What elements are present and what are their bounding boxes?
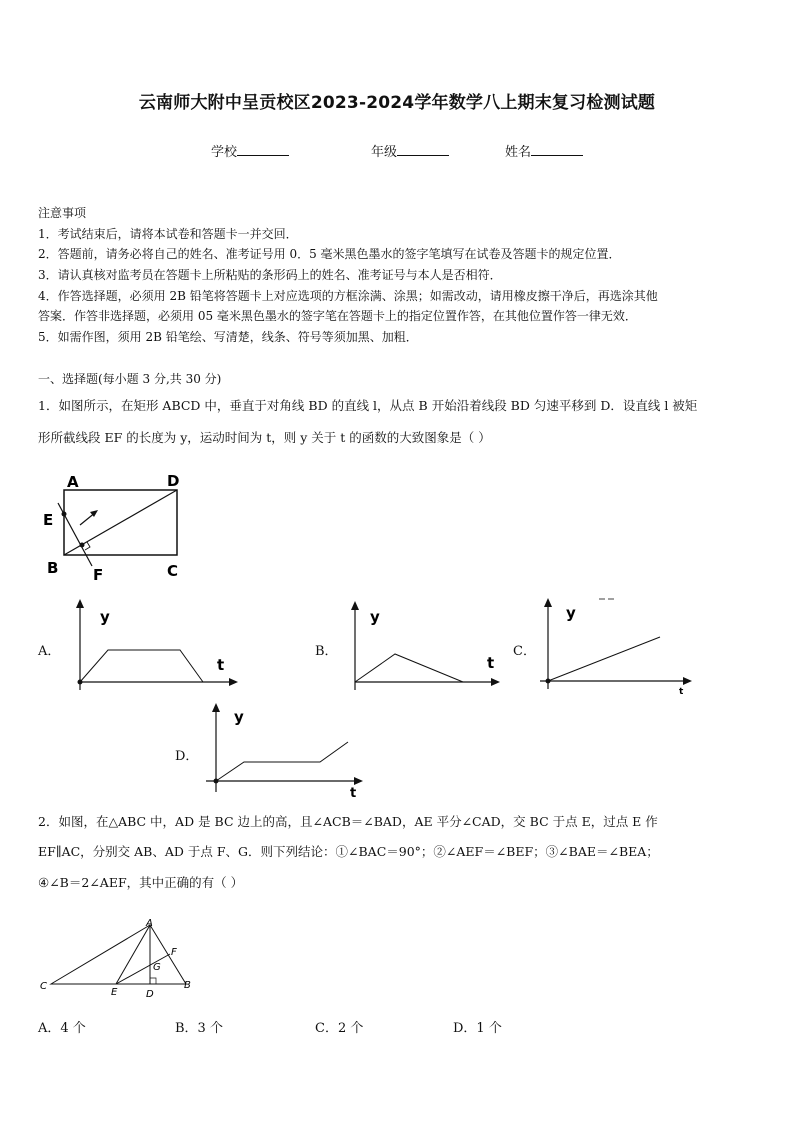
- school-field: [211, 141, 289, 160]
- figure-label-B: B: [47, 559, 59, 577]
- q1-option-b-graph: [335, 600, 505, 695]
- q1-option-c-letter: C．: [513, 644, 536, 659]
- axis-label-y: y: [234, 708, 244, 726]
- figure-label-B: B: [184, 980, 191, 991]
- axis-label-y: y: [566, 604, 576, 622]
- name-field: [505, 141, 583, 160]
- name-blank: [531, 143, 583, 156]
- q2-triangle-figure: [36, 915, 206, 1000]
- q1-option-b-letter: B．: [315, 644, 338, 659]
- q2-option-b: B．3 个: [175, 1021, 223, 1036]
- q1-option-c-graph: [528, 595, 698, 695]
- school-blank: [237, 143, 289, 156]
- figure-label-A: A: [67, 473, 79, 491]
- question-2-line-3: ④∠B＝2∠AEF，其中正确的有（ ）: [38, 875, 244, 890]
- figure-label-G: G: [153, 962, 161, 973]
- notice-item: 3．请认真核对监考员在答题卡上所粘贴的条形码上的姓名、准考证号与本人是否相符．: [38, 268, 502, 282]
- question-1-line-2: 形所截线段 EF 的长度为 y，运动时间为 t，则 y 关于 t 的函数的大致图象是（ ）: [38, 430, 491, 445]
- school-label: 学校: [211, 145, 238, 160]
- figure-label-D: D: [167, 472, 180, 490]
- axis-label-y: y: [370, 608, 380, 626]
- q2-option-d: D．1 个: [453, 1021, 502, 1036]
- q2-option-c: C．2 个: [315, 1021, 364, 1036]
- notice-heading: 注意事项: [38, 206, 87, 220]
- grade-field: [371, 141, 449, 160]
- notice-item: 5．如需作图，须用 2B 铅笔绘、写清楚，线条、符号等须加黑、加粗．: [38, 330, 418, 344]
- page-title: 云南师大附中呈贡校区2023-2024学年数学八上期末复习检测试题: [138, 93, 656, 113]
- axis-label-t: t: [679, 687, 684, 695]
- question-2-line-2: EF∥AC，分别交 AB、AD 于点 F、G．则下列结论：①∠BAC＝90°；②∠AEF＝∠BEF；③∠BAE＝∠BEA；: [38, 844, 659, 859]
- grade-label: 年级: [371, 145, 398, 160]
- notice-item: 答案．作答非选择题，必须用 05 毫米黑色墨水的签字笔在答题卡上的指定位置作答，在其他位置作答一律无效．: [38, 309, 637, 323]
- axis-label-t: t: [217, 656, 225, 674]
- figure-label-E: E: [111, 987, 118, 998]
- q1-option-d-letter: D．: [175, 749, 199, 764]
- figure-label-E: E: [43, 511, 54, 529]
- axis-label-t: t: [487, 654, 495, 672]
- figure-label-D: D: [146, 989, 154, 1000]
- figure-label-C: C: [167, 562, 179, 580]
- axis-label-y: y: [100, 608, 110, 626]
- q1-option-a-graph: [60, 598, 240, 698]
- question-2-line-1: 2．如图，在△ABC 中，AD 是 BC 边上的高，且∠ACB＝∠BAD，AE 平分∠CAD，交 BC 于点 E，过点 E 作: [38, 814, 658, 829]
- grade-blank: [397, 143, 449, 156]
- figure-label-A: A: [146, 918, 153, 929]
- q2-option-a: A．4 个: [38, 1021, 86, 1036]
- notice-item: 2．答题前，请务必将自己的姓名、准考证号用 0．5 毫米黑色墨水的签字笔填写在试卷及答题卡的规定位置．: [38, 247, 621, 261]
- q1-option-d-graph: [196, 700, 366, 800]
- figure-label-C: C: [40, 981, 47, 992]
- axis-label-t: t: [350, 786, 357, 800]
- figure-label-F: F: [93, 566, 104, 584]
- figure-label-F: F: [171, 947, 177, 958]
- notice-item: 4．作答选择题，必须用 2B 铅笔将答题卡上对应选项的方框涂满、涂黑；如需改动，请用橡皮擦干净后，再选涂其他: [38, 289, 658, 303]
- question-1-line-1: 1．如图所示，在矩形 ABCD 中，垂直于对角线 BD 的直线 l，从点 B 开始沿着线段 BD 匀速平移到 D．设直线 l 被矩: [38, 398, 698, 413]
- section-heading: 一、选择题(每小题 3 分,共 30 分): [38, 372, 222, 386]
- q1-option-a-letter: A．: [38, 644, 61, 659]
- notice-item: 1．考试结束后，请将本试卷和答题卡一并交回．: [38, 227, 298, 241]
- q1-rectangle-figure: [38, 470, 198, 588]
- name-label: 姓名: [505, 145, 532, 160]
